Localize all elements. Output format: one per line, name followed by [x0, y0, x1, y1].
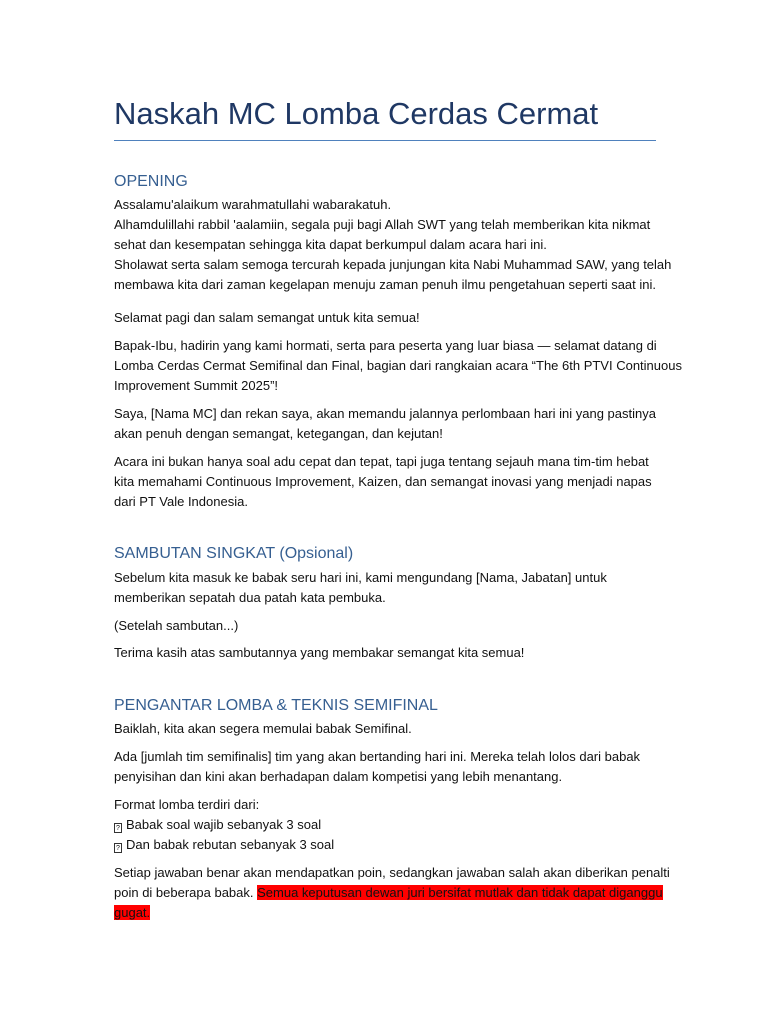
list-item — [114, 837, 334, 853]
list-item-text: Babak soal wajib sebanyak 3 soal — [126, 817, 322, 832]
paragraph-line: Acara ini bukan hanya soal adu cepat dan tepat, tapi juga tentang sejauh mana tim-tim hebat — [114, 454, 649, 469]
paragraph-line: Sebelum kita masuk ke babak seru hari ini, kami mengundang [Nama, Jabatan] untuk — [114, 570, 607, 585]
paragraph-line: Sholawat serta salam semoga tercurah kepada junjungan kita Nabi Muhammad SAW, yang telah — [114, 257, 672, 272]
paragraph-line: Selamat pagi dan salam semangat untuk kita semua! — [114, 310, 420, 325]
paragraph-line: membawa kita dari zaman kegelapan menuju zaman penuh ilmu pengetahuan seperti saat ini. — [114, 277, 656, 292]
missing-glyph-icon: ? — [114, 823, 122, 833]
paragraph-line: Assalamu'alaikum warahmatullahi wabarakatuh. — [114, 197, 392, 212]
paragraph-line: Baiklah, kita akan segera memulai babak Semifinal. — [114, 721, 412, 736]
paragraph-line: Improvement Summit 2025”! — [114, 378, 279, 393]
document-title: Naskah MC Lomba Cerdas Cermat — [114, 92, 656, 141]
heading-sambutan: SAMBUTAN SINGKAT (Opsional) — [114, 545, 354, 562]
paragraph-line: (Setelah sambutan...) — [114, 618, 239, 633]
paragraph-line: Ada [jumlah tim semifinalis] tim yang akan bertanding hari ini. Mereka telah lolos dari babak — [114, 749, 641, 764]
list-item-text: Dan babak rebutan sebanyak 3 soal — [126, 837, 335, 852]
paragraph-line: dari PT Vale Indonesia. — [114, 494, 248, 509]
paragraph-line: kita memahami Continuous Improvement, Kaizen, dan semangat inovasi yang menjadi napas — [114, 474, 652, 489]
paragraph-line: memberikan sepatah dua patah kata pembuka. — [114, 590, 386, 605]
paragraph-line — [114, 885, 663, 900]
list-item — [114, 817, 321, 833]
paragraph-line: Terima kasih atas sambutannya yang membakar semangat kita semua! — [114, 645, 525, 660]
paragraph-text: poin di beberapa babak. — [114, 885, 258, 900]
paragraph-line: Lomba Cerdas Cermat Semifinal dan Final, bagian dari rangkaian acara “The 6th PTVI Continuous — [114, 358, 682, 373]
paragraph-line: penyisihan dan kini akan berhadapan dalam kompetisi yang lebih menantang. — [114, 769, 563, 784]
paragraph-line: Format lomba terdiri dari: — [114, 797, 260, 812]
heading-pengantar: PENGANTAR LOMBA & TEKNIS SEMIFINAL — [114, 697, 438, 714]
paragraph-line: akan penuh dengan semangat, ketegangan, dan kejutan! — [114, 426, 443, 441]
heading-opening: OPENING — [114, 173, 188, 190]
highlighted-text: gugat. — [114, 905, 151, 920]
missing-glyph-icon: ? — [114, 843, 122, 853]
paragraph-line: Bapak-Ibu, hadirin yang kami hormati, serta para peserta yang luar biasa — selamat datang di — [114, 338, 657, 353]
paragraph-line: sehat dan kesempatan sehingga kita dapat berkumpul dalam acara hari ini. — [114, 237, 547, 252]
paragraph-line: Alhamdulillahi rabbil 'aalamiin, segala puji bagi Allah SWT yang telah memberikan kita nikmat — [114, 217, 651, 232]
highlighted-text: Semua keputusan dewan juri bersifat mutlak dan tidak dapat diganggu — [257, 885, 663, 900]
paragraph-line: Saya, [Nama MC] dan rekan saya, akan memandu jalannya perlombaan hari ini yang pastinya — [114, 406, 656, 421]
paragraph-line — [114, 905, 150, 920]
paragraph-line: Setiap jawaban benar akan mendapatkan poin, sedangkan jawaban salah akan diberikan penalti — [114, 865, 670, 880]
